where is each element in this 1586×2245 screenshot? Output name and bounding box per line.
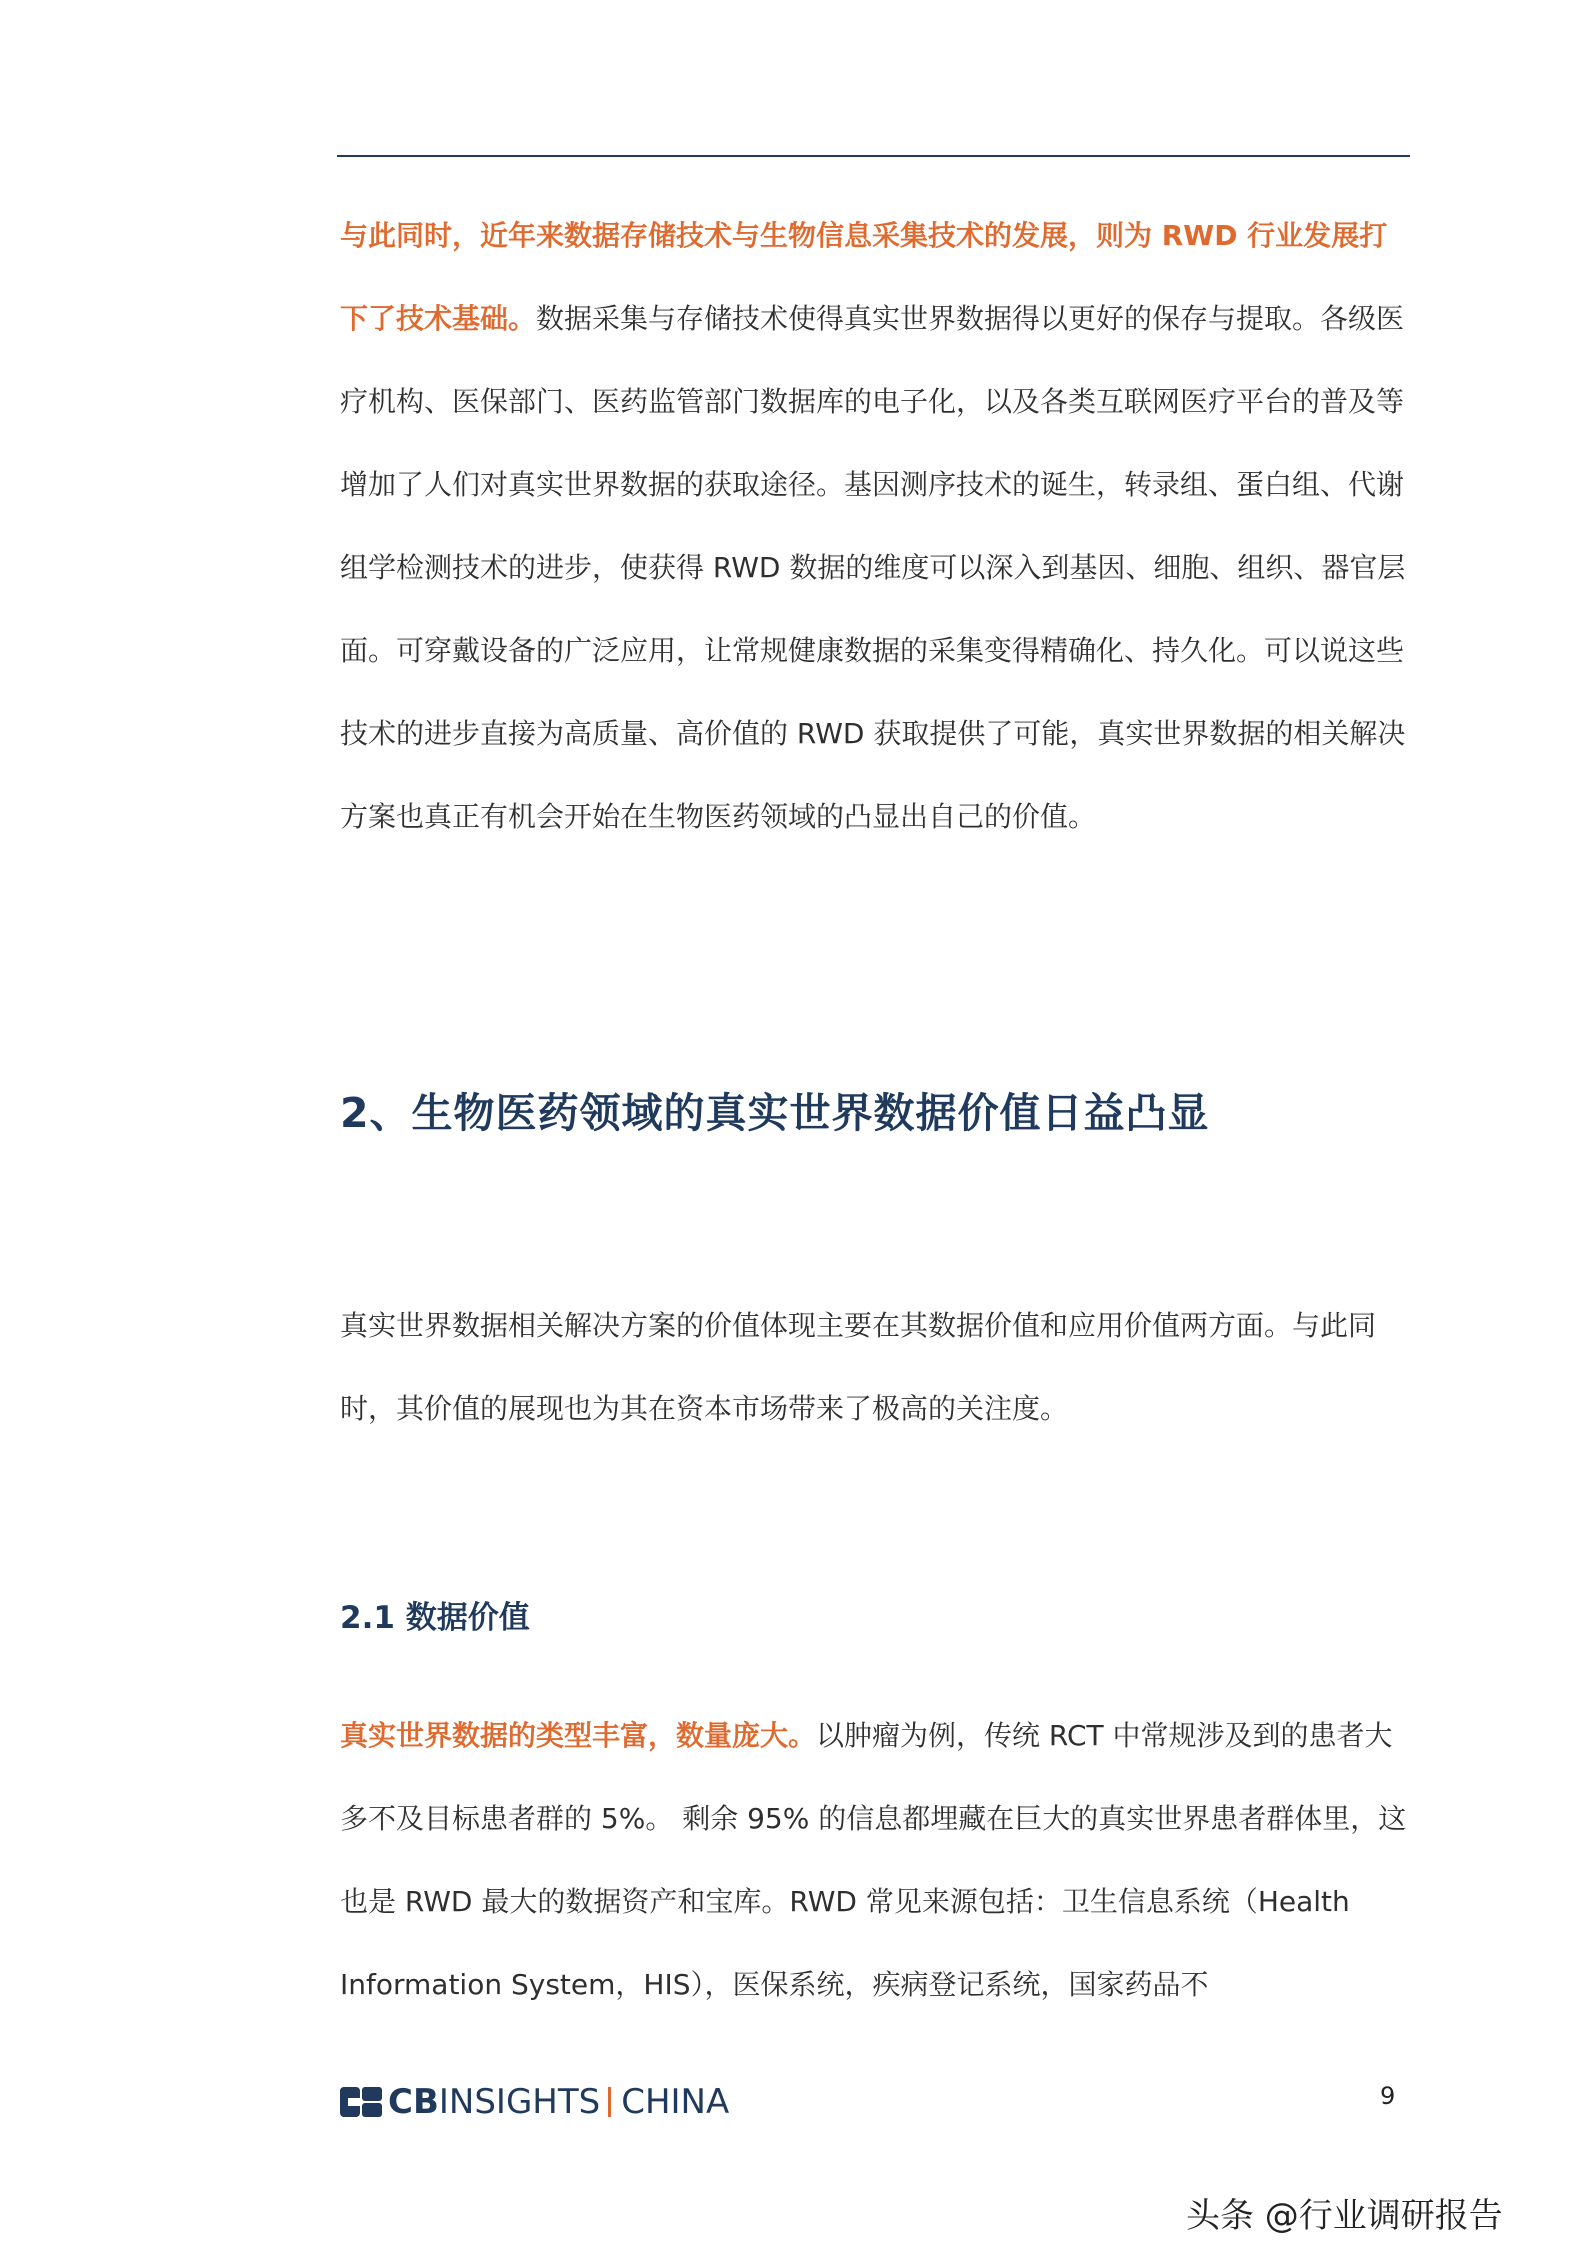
highlight-text: 与此同时，近年来数据存储技术与生物信息采集技术的发展，则为 RWD 行业发展打下了技术基础。 (340, 219, 1388, 335)
subsection-heading: 2.1 数据价值 (340, 1600, 530, 1636)
section-heading: 2、生物医药领域的真实世界数据价值日益凸显 (340, 1089, 1210, 1137)
page-number: 9 (1380, 2082, 1396, 2110)
paragraph-data-value (340, 1694, 1412, 2026)
paragraph-text: 以肿瘤为例，传统 RCT 中常规涉及到的患者大多不及目标患者群的 5%。 剩余 95% 的信息都埋藏在巨大的真实世界患者群体里，这也是 RWD 最大的数据资产和宝库。RWD 常见来源包括：卫生信息系统（Health Information System，HIS），医保系统，疾病登记系统，国家药品不 (340, 1719, 1407, 2001)
logo-insights-text: INSIGHTS (438, 2082, 601, 2122)
logo-cb-text: CB (388, 2082, 439, 2122)
watermark: 头条 @行业调研报告 (1186, 2196, 1503, 2236)
paragraph-tech-foundation (340, 194, 1412, 858)
paragraph-text: 真实世界数据相关解决方案的价值体现主要在其数据价值和应用价值两方面。与此同时，其价值的展现也为其在资本市场带来了极高的关注度。 (340, 1309, 1377, 1425)
highlight-text: 真实世界数据的类型丰富，数量庞大。 (340, 1719, 817, 1752)
paragraph-value-overview (340, 1284, 1412, 1450)
logo-divider (608, 2087, 611, 2117)
cbinsights-logo-mark-icon (340, 2087, 382, 2117)
header-rule (337, 155, 1410, 157)
cbinsights-china-logo (340, 2080, 729, 2124)
logo-china-text: CHINA (621, 2082, 730, 2122)
paragraph-text: 数据采集与存储技术使得真实世界数据得以更好的保存与提取。各级医疗机构、医保部门、医药监管部门数据库的电子化，以及各类互联网医疗平台的普及等增加了人们对真实世界数据的获取途径。基因测序技术的诞生，转录组、蛋白组、代谢组学检测技术的进步，使获得 RWD 数据的维度可以深入到基因、细胞、组织、器官层面。可穿戴设备的广泛应用，让常规健康数据的采集变得精确化、持久化。可以说这些技术的进步直接为高质量、高价值的 RWD 获取提供了可能，真实世界数据的相关解决方案也真正有机会开始在生物医药领域的凸显出自己的价值。 (340, 302, 1406, 833)
